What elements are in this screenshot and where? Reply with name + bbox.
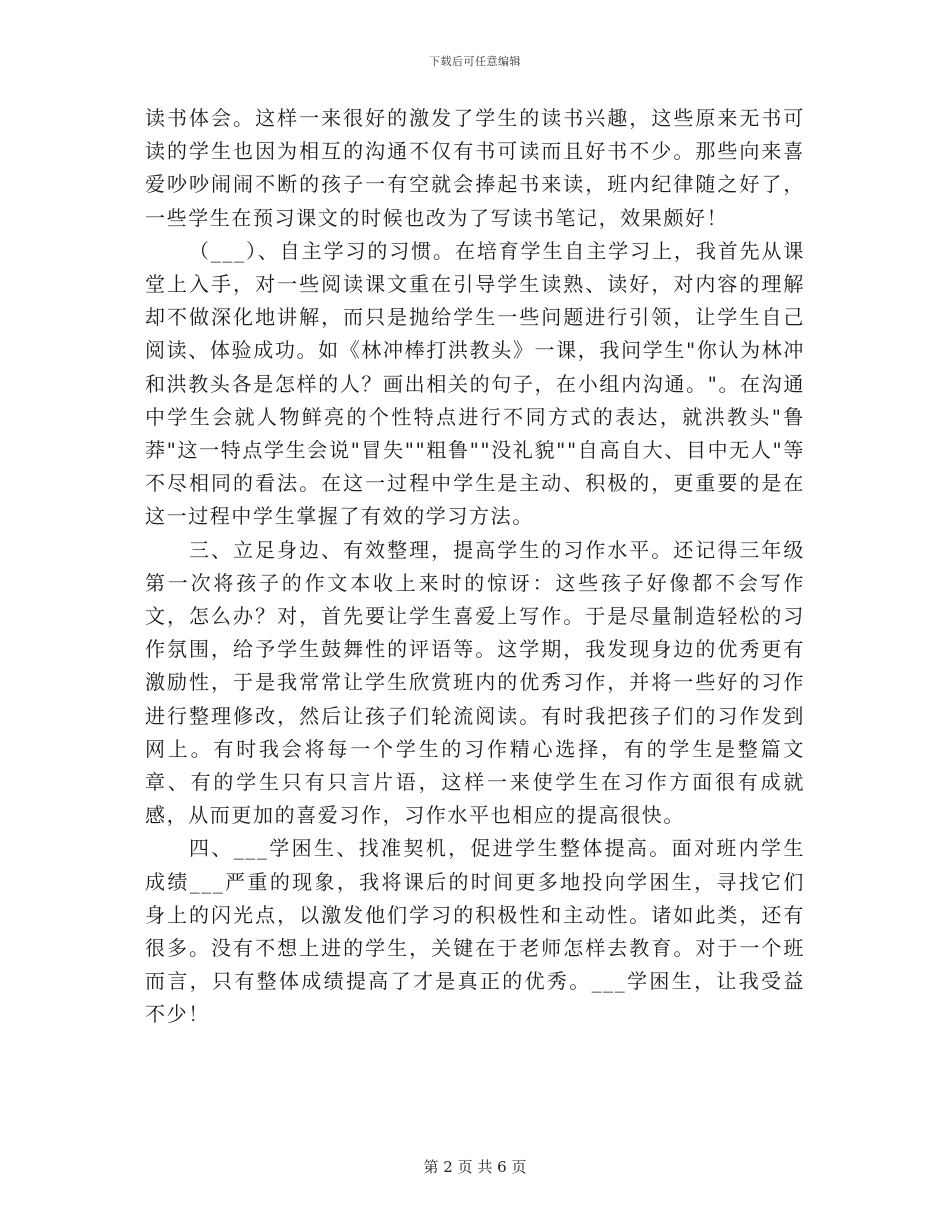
paragraph-2: （___）、自主学习的习惯。在培育学生自主学习上，我首先从课堂上入手，对一些阅读课文重在引导学生读熟、读好，对内容的理解却不做深化地讲解，而只是抛给学生一些问题进行引领，让学生自己阅读、体验成功。如《林冲棒打洪教头》一课，我问学生"你认为林冲和洪教头各是怎样的人？画出相关的句子，在小组内沟通。"。在沟通中学生会就人物鲜亮的个性特点进行不同方式的表达，就洪教头"鲁莽"这一特点学生会说"冒失""粗鲁""没礼貌""自高自大、目中无人"等不尽相同的看法。在这一过程中学生是主动、积极的，更重要的是在这一过程中学生掌握了有效的学习方法。 (145, 238, 805, 529)
paragraph-4: 四、___学困生、找准契机，促进学生整体提高。面对班内学生成绩___严重的现象，我将课后的时间更多地投向学困生，寻找它们身上的闪光点，以激发他们学习的积极性和主动性。诸如此类，还有很多。没有不想上进的学生，关键在于老师怎样去教育。对于一个班而言，只有整体成绩提高了才是真正的优秀。___学困生，让我受益不少！ (145, 836, 805, 1027)
paragraph-1: 读书体会。这样一来很好的激发了学生的读书兴趣，这些原来无书可读的学生也因为相互的沟通不仅有书可读而且好书不少。那些向来喜爱吵吵闹闹不断的孩子一有空就会捧起书来读，班内纪律随之好了，一些学生在预习课文的时候也改为了写读书笔记，效果颇好！ (145, 106, 805, 230)
body-text (145, 102, 805, 1032)
page-header: 下载后可任意编辑 (429, 55, 521, 68)
page-footer: 第 2 页 共 6 页 (423, 1158, 527, 1176)
paragraph-3: 三、立足身边、有效整理，提高学生的习作水平。还记得三年级第一次将孩子的作文本收上来时的惊讶：这些孩子好像都不会写作文，怎么办？对，首先要让学生喜爱上写作。于是尽量制造轻松的习作氛围，给予学生鼓舞性的评语等。这学期，我发现身边的优秀更有激励性，于是我常常让学生欣赏班内的优秀习作，并将一些好的习作进行整理修改，然后让孩子们轮流阅读。有时我把孩子们的习作发到网上。有时我会将每一个学生的习作精心选择，有的学生是整篇文章、有的学生只有只言片语，这样一来使学生在习作方面很有成就感，从而更加的喜爱习作，习作水平也相应的提高很快。 (145, 537, 805, 828)
